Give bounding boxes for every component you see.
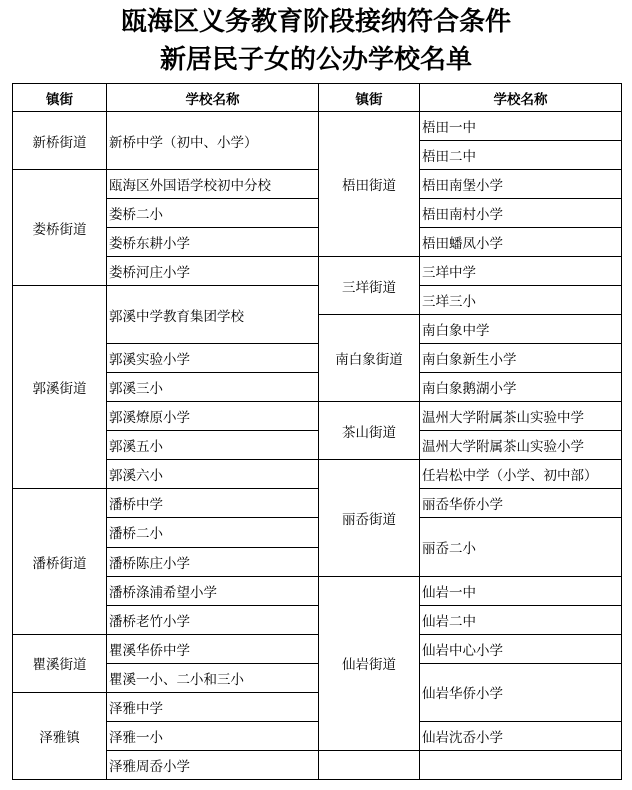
header-school-left: 学校名称 [107,84,319,112]
street-cell: 新桥街道 [13,112,107,170]
table-row [13,286,622,315]
header-street-left: 镇街 [13,84,107,112]
school-cell: 郭溪五小 [107,431,319,460]
street-cell: 娄桥街道 [13,170,107,286]
school-cell: 潘桥二小 [107,518,319,547]
school-cell: 仙岩中心小学 [420,634,622,663]
school-cell: 潘桥中学 [107,489,319,518]
school-cell: 温州大学附属茶山实验中学 [420,402,622,431]
street-cell: 瞿溪街道 [13,634,107,692]
school-cell: 任岩松中学（小学、初中部） [420,460,622,489]
school-cell: 瓯海区外国语学校初中分校 [107,170,319,199]
street-cell: 仙岩街道 [319,576,420,750]
empty-cell [319,750,420,779]
school-cell: 瞿溪华侨中学 [107,634,319,663]
header-street-right: 镇街 [319,84,420,112]
school-cell: 丽岙华侨小学 [420,489,622,518]
street-cell: 南白象街道 [319,315,420,402]
school-cell: 仙岩华侨小学 [420,663,622,721]
school-cell: 梧田二中 [420,141,622,170]
school-list-table [12,83,622,780]
school-cell: 南白象鹅湖小学 [420,373,622,402]
school-cell: 郭溪实验小学 [107,344,319,373]
street-cell: 丽岙街道 [319,460,420,576]
empty-cell [420,750,622,779]
table-row [13,112,622,141]
street-cell: 潘桥街道 [13,489,107,634]
school-cell: 郭溪中学教育集团学校 [107,286,319,344]
school-cell: 郭溪三小 [107,373,319,402]
school-cell: 娄桥东耕小学 [107,228,319,257]
school-cell: 潘桥老竹小学 [107,605,319,634]
school-cell: 郭溪六小 [107,460,319,489]
school-cell: 泽雅中学 [107,692,319,721]
school-cell: 新桥中学（初中、小学） [107,112,319,170]
school-cell: 三垟中学 [420,257,622,286]
school-cell: 仙岩二中 [420,605,622,634]
street-cell: 梧田街道 [319,112,420,257]
document-title-line2: 新居民子女的公办学校名单 [159,45,472,75]
school-cell: 郭溪燎原小学 [107,402,319,431]
school-cell: 梧田蟠凤小学 [420,228,622,257]
table-row [13,170,622,199]
street-cell: 郭溪街道 [13,286,107,489]
street-cell: 茶山街道 [319,402,420,460]
street-cell: 泽雅镇 [13,692,107,779]
school-cell: 南白象中学 [420,315,622,344]
school-cell: 泽雅周岙小学 [107,750,319,779]
school-cell: 温州大学附属茶山实验小学 [420,431,622,460]
school-cell: 丽岙二小 [420,518,622,576]
school-cell: 瞿溪一小、二小和三小 [107,663,319,692]
school-cell: 泽雅一小 [107,721,319,750]
school-cell: 三垟三小 [420,286,622,315]
school-cell: 梧田南村小学 [420,199,622,228]
header-school-right: 学校名称 [420,84,622,112]
school-cell: 南白象新生小学 [420,344,622,373]
table-row [13,634,622,663]
header-row [13,84,622,112]
school-cell: 仙岩一中 [420,576,622,605]
school-cell: 娄桥二小 [107,199,319,228]
school-cell: 梧田南堡小学 [420,170,622,199]
school-cell: 潘桥陈庄小学 [107,547,319,576]
document-title-line1: 瓯海区义务教育阶段接纳符合条件 [120,7,511,37]
street-cell: 三垟街道 [319,257,420,315]
school-cell: 潘桥涤浦希望小学 [107,576,319,605]
school-cell: 娄桥河庄小学 [107,257,319,286]
school-cell: 梧田一中 [420,112,622,141]
school-cell: 仙岩沈岙小学 [420,721,622,750]
table-row [13,489,622,518]
